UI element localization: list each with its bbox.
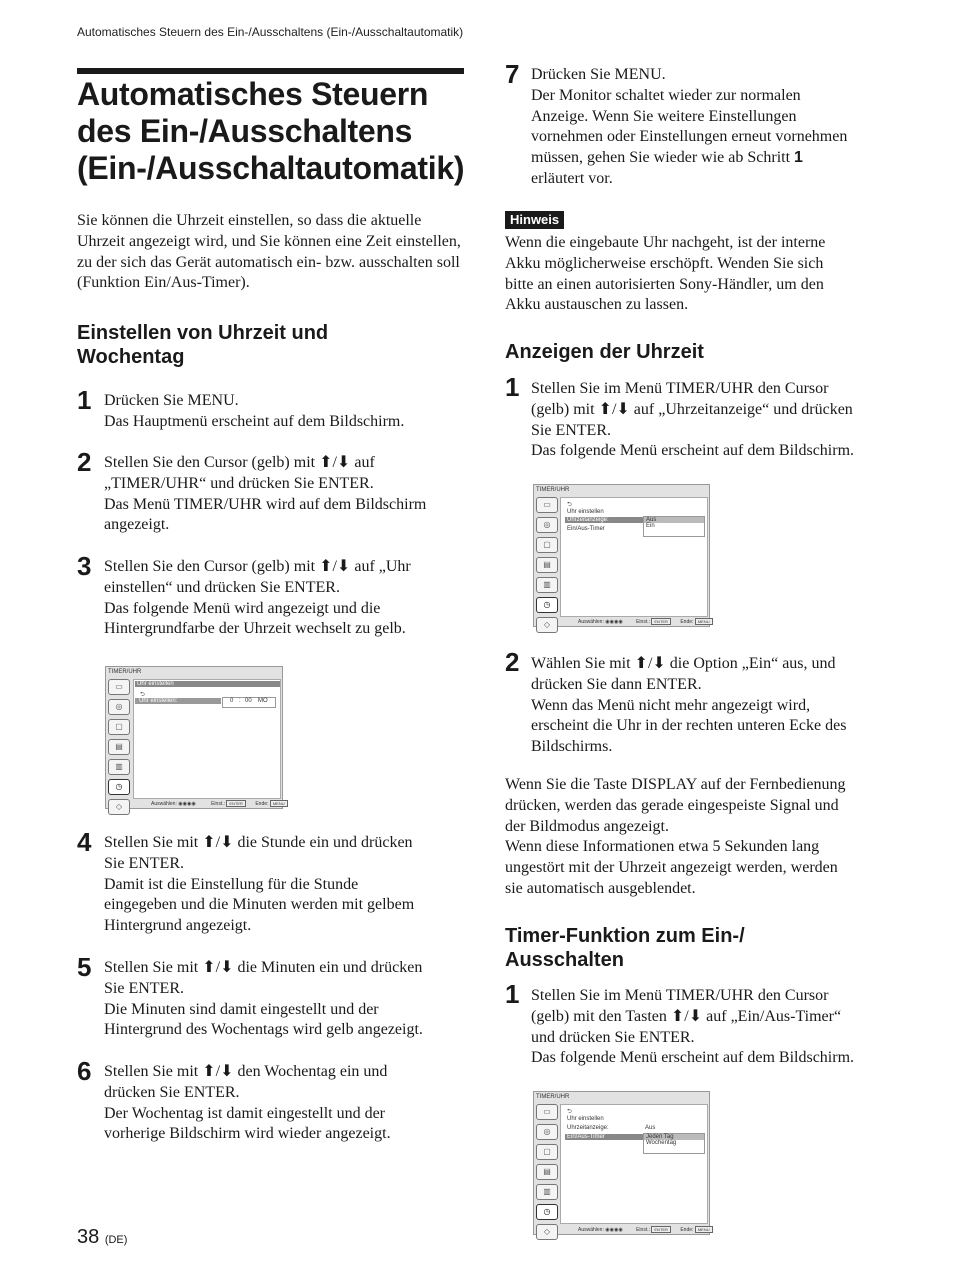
heading-line: Einstellen von Uhrzeit und — [77, 322, 329, 344]
step-line: Der Wochentag ist damit eingestellt und der — [104, 1104, 386, 1122]
menu-screen-uhr-einstellen — [105, 666, 283, 809]
hint-set: Einst.: — [211, 801, 225, 807]
paragraph-line: Wenn diese Informationen etwa 5 Sekunden lang — [505, 838, 820, 856]
display-step-1 — [531, 379, 921, 462]
step-7 — [531, 65, 911, 190]
step-line: Stellen Sie den Cursor (gelb) mit ⬆/⬇ auf „Uhr — [104, 558, 411, 575]
menu-screen-ein-aus-timer — [533, 1091, 710, 1235]
display-step-2 — [531, 654, 921, 758]
page-suffix: (DE) — [104, 1234, 128, 1246]
step-4 — [104, 833, 474, 937]
step-line: drücken Sie ENTER. — [104, 1083, 240, 1101]
step-number: 3 — [77, 551, 92, 581]
clock-value-box — [222, 697, 276, 708]
screen-row-selected: Uhrzeitanzeige: — [565, 517, 643, 523]
step-line: „TIMER/UHR“ und drücken Sie ENTER. — [104, 474, 374, 492]
step-line: angezeigt. — [104, 516, 170, 534]
time-separator: : — [239, 698, 241, 704]
hint-select: Auswählen: — [151, 801, 177, 807]
screen-title: TIMER/UHR — [536, 487, 570, 493]
step-line: vornehmen oder Einstellungen erneut vornehmen — [531, 128, 848, 146]
step-6 — [104, 1062, 474, 1145]
step-line: Das Hauptmenü erscheint auf dem Bildschirm. — [104, 412, 405, 430]
option-item: Aus — [644, 517, 704, 523]
step-line: drücken Sie dann ENTER. — [531, 675, 702, 693]
hour-value: 0 — [230, 698, 234, 704]
page-number: 38 — [77, 1226, 100, 1248]
menu-key: MENU — [695, 618, 713, 625]
step-3 — [104, 557, 474, 640]
input-icon: ▥ — [108, 759, 130, 775]
step-line: Drücken Sie MENU. — [104, 392, 239, 409]
hint-end: Ende: — [255, 801, 269, 807]
step-line: eingegeben und die Minuten werden mit gelbem — [104, 896, 415, 914]
menu-key: MENU — [695, 1226, 713, 1233]
hint-line: bitte an einen autorisierten Sony-Händler, um den — [505, 275, 824, 293]
paragraph-line: drücken, werden das gerade eingespeiste Signal und — [505, 796, 839, 814]
option-list — [643, 1133, 705, 1154]
menu-screen-uhrzeitanzeige — [533, 484, 710, 627]
screen-sidebar — [108, 679, 130, 819]
paragraph-line: Wenn Sie die Taste DISPLAY auf der Fernbedienung — [505, 776, 846, 793]
step-number: 5 — [77, 952, 92, 982]
screen-row: Uhrzeitanzeige: — [567, 1125, 609, 1131]
page-footer — [77, 1226, 127, 1249]
hint-select: Auswählen: — [578, 619, 604, 625]
step-line: Wenn das Menü nicht mehr angezeigt wird, — [531, 696, 811, 714]
step-number: 2 — [505, 647, 520, 677]
option-list — [643, 516, 705, 537]
timer-step-1 — [531, 986, 931, 1069]
hint-label: Hinweis — [505, 211, 564, 229]
screen-row: Uhr einstellen — [567, 509, 604, 515]
step-line: Stellen Sie mit ⬆/⬇ den Wochentag ein und — [104, 1063, 388, 1080]
screen-row-header: Uhr einstellen — [135, 681, 280, 687]
screen-main — [560, 497, 708, 617]
sound-icon: ◎ — [108, 699, 130, 715]
picture-icon: ▭ — [536, 497, 558, 513]
language-icon: ◇ — [108, 799, 130, 815]
running-head: Automatisches Steuern des Ein-/Ausschaltens (Ein-/Ausschaltautomatik) — [77, 25, 464, 39]
hint-label-box — [505, 211, 564, 229]
screen-row: Uhr einstellen — [567, 1116, 604, 1122]
step-line: Stellen Sie mit ⬆/⬇ die Minuten ein und drücken — [104, 959, 423, 976]
screen-row-selected: Ein/Aus-Timer — [565, 1134, 643, 1140]
screen-row-clock: Uhr einstellen: — [135, 698, 221, 704]
step-line: Sie ENTER. — [104, 854, 184, 872]
enter-key: ENTER — [651, 618, 671, 625]
back-icon: ⮌ — [140, 692, 145, 698]
screen-row: Ein/Aus-Timer — [567, 526, 605, 532]
setup-icon: ▤ — [536, 1164, 558, 1180]
screen-icon: ▢ — [108, 719, 130, 735]
clock-icon: ◷ — [536, 597, 558, 613]
display-info-paragraph — [505, 775, 905, 900]
picture-icon: ▭ — [108, 679, 130, 695]
heading-line: Ausschalten — [505, 949, 624, 971]
sound-icon: ◎ — [536, 517, 558, 533]
section-heading-anzeigen: Anzeigen der Uhrzeit — [505, 341, 704, 363]
paragraph-line: sie automatisch ausgeblendet. — [505, 879, 696, 897]
step-line: Damit ist die Einstellung für die Stunde — [104, 875, 359, 893]
option-item: Ein — [646, 523, 655, 529]
menu-key: MENU — [270, 800, 288, 807]
screen-title: TIMER/UHR — [108, 669, 142, 675]
step-line — [531, 148, 911, 169]
hint-set: Einst.: — [636, 1227, 650, 1233]
step-line: Hintergrund des Wochentags wird gelb angezeigt. — [104, 1021, 423, 1039]
step-number: 2 — [77, 447, 92, 477]
heading-line: Timer-Funktion zum Ein-/ — [505, 925, 745, 947]
hint-end: Ende: — [680, 619, 694, 625]
step-number: 1 — [505, 372, 520, 402]
step-number: 4 — [77, 827, 92, 857]
language-icon: ◇ — [536, 1224, 558, 1240]
step-line: erläutert vor. — [531, 169, 613, 187]
step-line: Das folgende Menü wird angezeigt und die — [104, 599, 381, 617]
step-line: Bildschirms. — [531, 738, 613, 756]
step-line: und drücken Sie ENTER. — [531, 1028, 695, 1046]
step-line: Wählen Sie mit ⬆/⬇ die Option „Ein“ aus, und — [531, 655, 836, 672]
sound-icon: ◎ — [536, 1124, 558, 1140]
paragraph-line: der Bildmodus angezeigt. — [505, 817, 669, 835]
step-number: 1 — [505, 979, 520, 1009]
step-line: (gelb) mit ⬆/⬇ auf „Uhrzeitanzeige“ und drücken — [531, 400, 853, 418]
hint-set: Einst.: — [636, 619, 650, 625]
step-line: Das folgende Menü erscheint auf dem Bildschirm. — [531, 1049, 855, 1067]
section-heading-timer — [505, 924, 745, 972]
step-line: Stellen Sie mit ⬆/⬇ die Stunde ein und drücken — [104, 834, 413, 851]
screen-sidebar — [536, 1104, 558, 1244]
page-title — [77, 76, 477, 187]
input-icon: ▥ — [536, 577, 558, 593]
paragraph-line: ungestört mit der Uhrzeit angezeigt werden, werden — [505, 859, 838, 877]
heading-line: Wochentag — [77, 346, 185, 368]
step-line: einstellen“ und drücken Sie ENTER. — [104, 578, 340, 596]
screen-row-value: Aus — [645, 1125, 656, 1131]
step-reference: 1 — [794, 149, 803, 167]
step-line: (gelb) mit den Tasten ⬆/⬇ auf „Ein/Aus-Timer“ — [531, 1007, 842, 1025]
hint-select: Auswählen: — [578, 1227, 604, 1233]
hint-line: Akku austauschen zu lassen. — [505, 296, 689, 314]
step-line: Stellen Sie im Menü TIMER/UHR den Cursor — [531, 987, 829, 1004]
step-line-text: müssen, gehen Sie wieder wie ab Schritt — [531, 149, 791, 167]
back-icon: ⮌ — [567, 1109, 572, 1115]
intro-paragraph: Sie können die Uhrzeit einstellen, so dass die aktuelle Uhrzeit angezeigt wird, und Sie können eine Zeit einstellen, zu der sich das Gerät automatisch ein- bzw. ausschalten soll (Funktion Ein/Aus-Timer). — [77, 212, 461, 292]
enter-key: ENTER — [651, 1226, 671, 1233]
step-line: Sie ENTER. — [531, 421, 611, 439]
step-line: erscheint die Uhr in der rechten unteren Ecke des — [531, 717, 847, 735]
step-line: Das folgende Menü erscheint auf dem Bildschirm. — [531, 442, 855, 460]
step-line: Stellen Sie im Menü TIMER/UHR den Cursor — [531, 380, 829, 397]
step-number: 1 — [77, 385, 92, 415]
screen-main — [560, 1104, 708, 1224]
hint-text — [505, 233, 895, 316]
clock-icon: ◷ — [536, 1204, 558, 1220]
hint-end: Ende: — [680, 1227, 694, 1233]
weekday-value: MO — [258, 698, 268, 704]
step-5 — [104, 958, 474, 1041]
screen-hint-bar: Auswählen: ◉◉◉◉ Einst.: ENTER Ende: MENU — [151, 800, 288, 807]
screen-sidebar — [536, 497, 558, 637]
enter-key: ENTER — [226, 800, 246, 807]
screen-hint-bar: Auswählen: ◉◉◉◉ Einst.: ENTER Ende: MENU — [578, 618, 713, 625]
step-line: Das Menü TIMER/UHR wird auf dem Bildschirm — [104, 495, 427, 513]
step-line: Der Monitor schaltet wieder zur normalen — [531, 86, 801, 104]
option-item: Jeden Tag — [644, 1134, 704, 1140]
clock-icon: ◷ — [108, 779, 130, 795]
screen-hint-bar: Auswählen: ◉◉◉◉ Einst.: ENTER Ende: MENU — [578, 1226, 713, 1233]
screen-icon: ▢ — [536, 1144, 558, 1160]
step-line: Stellen Sie den Cursor (gelb) mit ⬆/⬇ auf — [104, 454, 375, 471]
step-number: 6 — [77, 1056, 92, 1086]
minute-value: 00 — [245, 698, 252, 704]
language-icon: ◇ — [536, 617, 558, 633]
hint-line: Wenn die eingebaute Uhr nachgeht, ist der interne — [505, 234, 826, 251]
setup-icon: ▤ — [536, 557, 558, 573]
step-line: Hintergrundfarbe der Uhrzeit wechselt zu gelb. — [104, 620, 406, 638]
screen-title: TIMER/UHR — [536, 1094, 570, 1100]
screen-icon: ▢ — [536, 537, 558, 553]
step-1 — [104, 391, 474, 433]
step-line: Hintergrund angezeigt. — [104, 917, 252, 935]
step-2 — [104, 453, 474, 536]
step-line: Die Minuten sind damit eingestellt und der — [104, 1000, 379, 1018]
screen-main — [133, 679, 281, 799]
step-line: vorherige Bildschirm wird wieder angezeigt. — [104, 1125, 391, 1143]
step-line: Sie ENTER. — [104, 979, 184, 997]
hint-line: Akku möglicherweise erschöpft. Wenden Sie sich — [505, 254, 824, 272]
step-line: Anzeige. Wenn Sie weitere Einstellungen — [531, 107, 797, 125]
title-rule — [77, 68, 464, 74]
step-line: Drücken Sie MENU. — [531, 66, 666, 83]
step-number: 7 — [505, 59, 520, 89]
section-heading-uhrzeit — [77, 321, 467, 369]
title-line: des Ein-/Ausschaltens — [77, 113, 413, 149]
setup-icon: ▤ — [108, 739, 130, 755]
input-icon: ▥ — [536, 1184, 558, 1200]
option-item: Wochentag — [646, 1140, 677, 1146]
picture-icon: ▭ — [536, 1104, 558, 1120]
title-line: (Ein-/Ausschaltautomatik) — [77, 150, 465, 186]
title-line: Automatisches Steuern — [77, 76, 429, 112]
back-icon: ⮌ — [567, 502, 572, 508]
